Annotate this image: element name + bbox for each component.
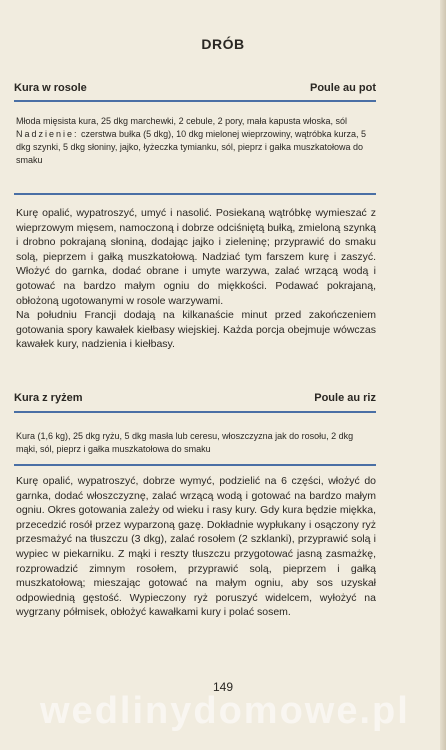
recipe-title-polish: Kura w rosole — [14, 82, 87, 94]
recipe-title-row — [14, 392, 376, 404]
method-paragraph: Kurę opalić, wypatroszyć, umyć i nasolić. Posiekaną wątróbkę wymieszać z wieprzowym mięsem, namoczoną i dobrze odciśniętą bułką, zmieloną szynką i drobno pokrajaną słoniną, dodając jajko i zieleninę; przyprawić do smaku solą, pieprzem i gałką muszkatołową. Nadziać tym farszem kurę i zaszyć. Włożyć do garnka, dodać obrane i umyte warzywa, zalać wrzącą wodą i gotować na bardzo małym ogniu do miękkości. Podawać pokrajaną, obłożoną ugotowanymi w rosole warzywami. — [16, 207, 376, 307]
recipe-title-french: Poule au pot — [310, 82, 376, 94]
divider — [14, 464, 376, 466]
ingredients-block — [16, 430, 376, 456]
recipe-title-polish: Kura z ryżem — [14, 392, 83, 404]
chapter-title: DRÓB — [201, 36, 245, 52]
divider — [14, 411, 376, 413]
stuffing-paragraph — [16, 128, 376, 167]
ingredients-text: Młoda mięsista kura, 25 dkg marchewki, 2 cebule, 2 pory, mała kapusta włoska, sól — [16, 116, 347, 126]
divider — [14, 100, 376, 102]
method-paragraph: Kurę opalić, wypatroszyć, dobrze wymyć, podzielić na 6 części, włożyć do garnka, dodać włoszczyznę, zalać wrzącą wodą i gotować na bardzo małym ogniu. Okres gotowania zależy od wieku i rasy kury. Gdy kura będzie miękka, przecedzić rosół przez wyparzoną gazę. Dokładnie wypłukany i osączony ryż przesmażyć na tłuszczu (3 dkg), zalać rosołem (2 szklanki), przyprawić solą i wypiec w piekarniku. Z mąki i reszty tłuszczu przygotować jasną zasmażkę, rozprowadzić zimnym rosołem, przyprawić solą, pieprzem i gałką muszkatołową; mieszając gotować na małym ogniu, aby sos uzyskał odpowiednią gęstość. Wypieczony ryż poruszyć widelcem, wyłożyć na wygrzany półmisek, obłożyć kawałkami kury i polać sosem. — [16, 475, 376, 619]
page-edge — [440, 0, 446, 750]
method-block — [16, 206, 376, 352]
recipe-title-french: Poule au riz — [314, 392, 376, 404]
method-paragraph: Na południu Francji dodają na kilkanaście minut przed zakończeniem gotowania spory kawałek kiełbasy wiejskiej. Każda porcja obejmuje wówczas kawałek kury, nadzienia i kiełbasy. — [16, 309, 376, 351]
stuffing-text: czerstwa bułka (5 dkg), 10 dkg mielonej wieprzowiny, wątróbka kurza, 5 dkg szynki, 5 dkg słoniny, jajko, łyżeczka tymianku, sól, pieprz i gałka muszkatołowa do smaku — [16, 129, 367, 165]
page-number: 149 — [212, 680, 234, 694]
stuffing-label: Nadzienie: — [16, 129, 79, 139]
recipe-title-row — [14, 82, 376, 94]
ingredients-text: Kura (1,6 kg), 25 dkg ryżu, 5 dkg masła lub ceresu, włoszczyzna jak do rosołu, 2 dkg mąki, sól, pieprz i gałka muszkatołowa do smaku — [16, 431, 354, 454]
ingredients-block — [16, 115, 376, 167]
watermark-text: wedlinydomowe.pl — [40, 690, 410, 732]
divider — [14, 193, 376, 195]
method-block — [16, 474, 376, 620]
